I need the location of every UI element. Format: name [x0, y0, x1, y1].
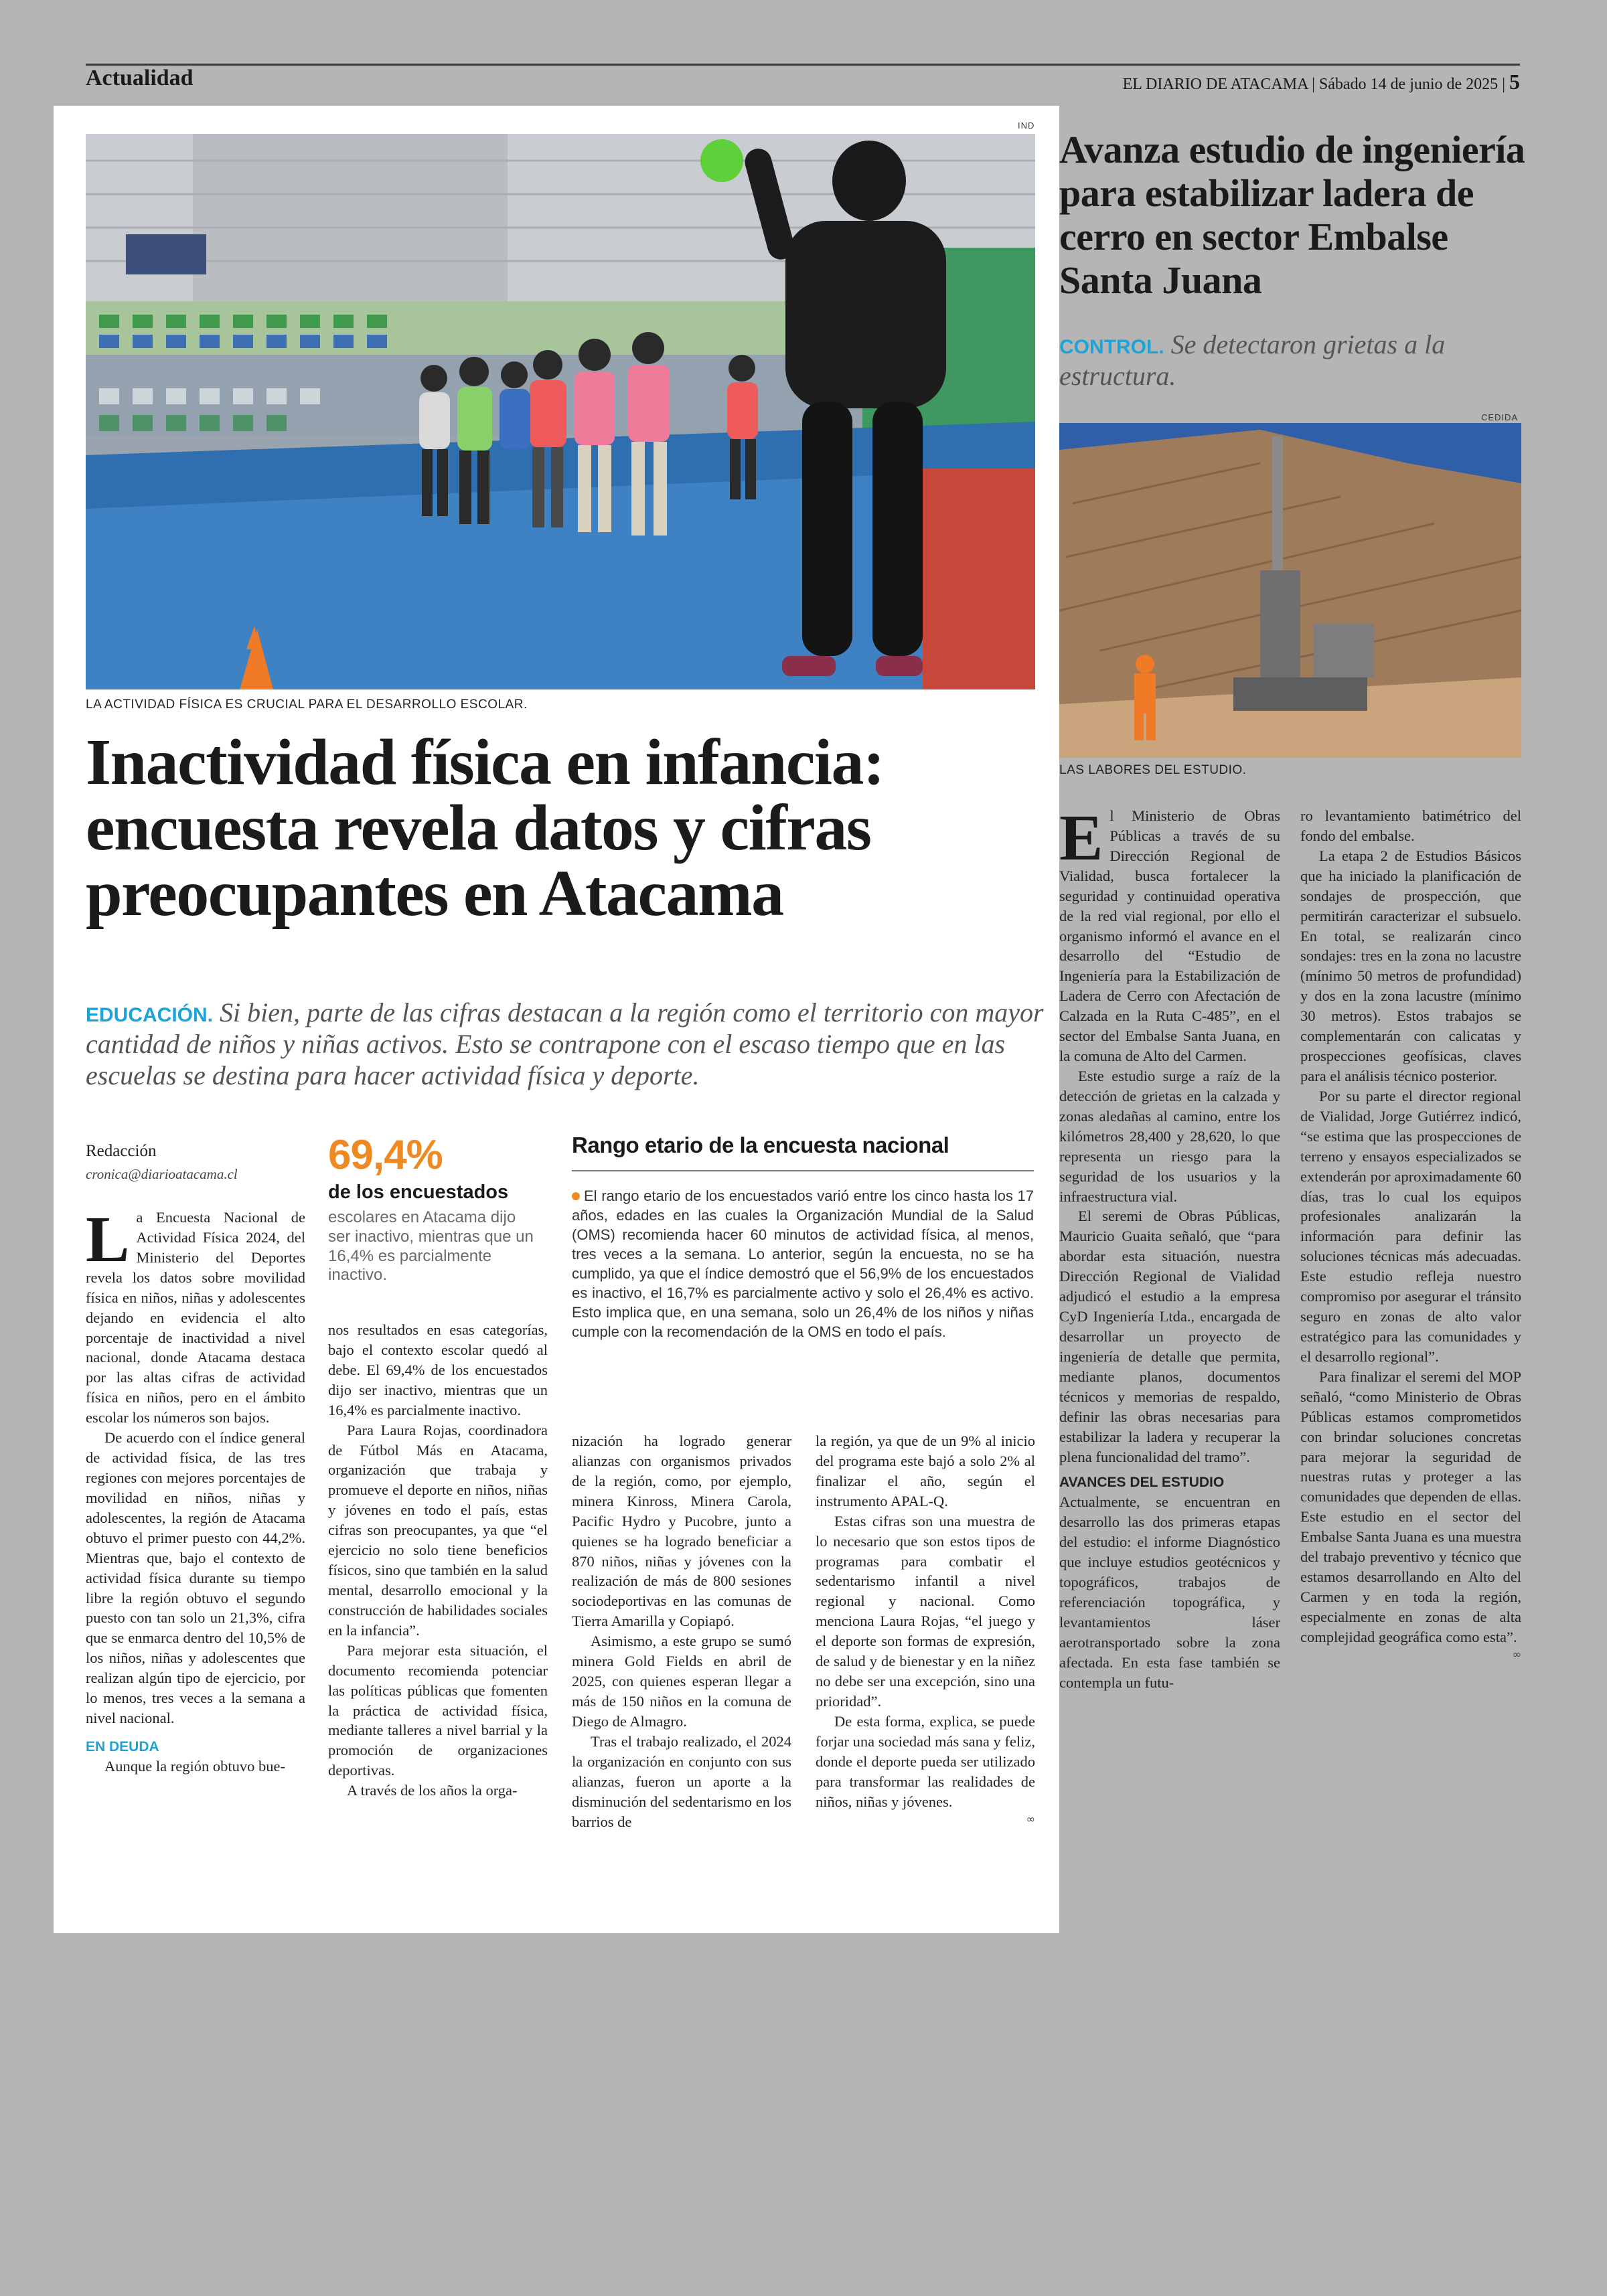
page-folio: EL DIARIO DE ATACAMA | Sábado 14 de junio de 2025 | 5	[1122, 70, 1520, 94]
paragraph: ro levantamiento batimétrico del fondo del embalse.	[1300, 807, 1521, 844]
stat-description: escolares en Atacama dijo ser inactivo, mientras que un 16,4% es parcialmente inactivo.	[328, 1208, 534, 1285]
side-lead	[1059, 329, 1528, 392]
paragraph: l Ministerio de Obras Públicas a través de su Dirección Regional de Vialidad, busca fortalecer la seguridad y continuidad operativa de la red vial regional, por ello el organismo informó el avance en el desarrollo del “Estudio de Ingeniería para la Estabilización de Ladera de Cerro con Afectación de Calzada en la Ruta C-485”, en el sector del Embalse Santa Juana, en la comuna de Alto del Carmen.	[1059, 807, 1280, 1065]
section-name: Actualidad	[86, 66, 194, 90]
byline: Redacción	[86, 1142, 157, 1160]
header-rule	[86, 64, 1520, 66]
main-headline: Inactividad física en infancia: encuesta revela datos y cifras preocupantes en Atacama	[86, 726, 885, 930]
paragraph: a Encuesta Nacional de Actividad Física 2024, del Ministerio del Deportes revela los datos sobre movilidad física en niños, niñas y adolescentes dejando en evidencia el alto porcentaje de inactividad a nivel nacional, donde Atacama destaca por las altas cifras de actividad física en niños, pero en el ámbito escolar los números son bajos.	[86, 1209, 305, 1426]
paragraph: nización ha logrado generar alianzas con organismos privados de la región, como, por ejemplo, minera Kinross, Minera Carola, Pacific Hydro y Pucobre, junto a quienes se ha logrado beneficiar a 870 niños, niñas y jóvenes con la realización de más de 800 sesiones sociodeportivas en las comunas de Tierra Amarilla y Copiapó.	[572, 1432, 791, 1630]
paragraph: Actualmente, se encuentran en desarrollo las dos primeras etapas del estudio: el informe Diagnóstico que incluye estudios geotécnicos y topográficos, trabajos de referenciación topográfica, y levantamientos láser aerotransportado sobre la zona afectada. En esta fase también se contempla un futu-	[1059, 1493, 1280, 1691]
side-lead-text: Se detectaron grietas a la estructura.	[1059, 329, 1446, 391]
paragraph: Estas cifras son una muestra de lo necesario que son estos tipos de programas para combatir el sedentarismo infantil a nivel regional y nacional. Como menciona Laura Rojas, “el juego y el deporte son formas de expresión, de salud y de bienestar y en la niñez no debe ser una excepción, sino una prioridad”.	[816, 1512, 1035, 1710]
paragraph: Aunque la región obtuvo bue-	[104, 1757, 285, 1775]
paragraph: la región, ya que de un 9% al inicio del programa este bajó a solo 2% al finalizar el año, según el instrumento APAL-Q.	[816, 1432, 1035, 1509]
end-mark-icon: ∞	[1026, 1812, 1035, 1825]
drop-cap: E	[1059, 802, 1103, 874]
side-kicker: CONTROL.	[1059, 336, 1164, 358]
bullet-dot	[572, 1192, 580, 1200]
main-column-1	[86, 1204, 305, 1777]
paragraph: Para Laura Rojas, coordinadora de Fútbol Más en Atacama, organización que trabaja y promueve el deporte en niños, niñas y jóvenes en todo el país, estas cifras son preocupantes, ya que “el ejercicio no solo tiene beneficios físicos, sino que también en la salud mental, desarrollo emocional y la construcción de habilidades sociales en la infancia”.	[328, 1421, 548, 1639]
drop-cap: L	[86, 1204, 130, 1276]
side-photo	[1059, 423, 1521, 758]
side-column-1	[1059, 802, 1280, 1693]
box-rule	[572, 1170, 1034, 1171]
end-mark-icon: ∞	[1512, 1647, 1521, 1661]
drilling-site-illustration	[1059, 423, 1521, 758]
main-column-2	[328, 1320, 548, 1801]
page-number: 5	[1509, 70, 1520, 94]
subheading: AVANCES DEL ESTUDIO	[1059, 1475, 1225, 1491]
subheading: EN DEUDA	[86, 1738, 159, 1754]
main-kicker: EDUCACIÓN.	[86, 1004, 214, 1026]
main-photo-caption: LA ACTIVIDAD FÍSICA ES CRUCIAL PARA EL DESARROLLO ESCOLAR.	[86, 698, 528, 712]
paragraph: El seremi de Obras Públicas, Mauricio Guaita señaló, que “para abordar esta situación, nuestra Dirección Regional de Vialidad adjudicó el estudio a la empresa CyD Ingeniería Ltda., encargada de desarrollar un proyecto de ingeniería de detalle que permita, mediante planos, documentos técnicos y memorias de respaldo, definir las obras necesarias para estabilizar la ladera y recuperar la plena funcionalidad del tramo”.	[1059, 1208, 1280, 1465]
paragraph: Asimismo, a este grupo se sumó minera Gold Fields en abril de 2025, con quienes esperan llegar a más de 150 niños en la comuna de Diego de Almagro.	[572, 1633, 791, 1730]
paragraph: A través de los años la orga-	[347, 1782, 518, 1799]
main-photo-credit: IND	[1018, 120, 1035, 131]
box-title: Rango etario de la encuesta nacional	[572, 1133, 949, 1157]
side-photo-caption: LAS LABORES DEL ESTUDIO.	[1059, 763, 1247, 777]
paragraph: Para finalizar el seremi del MOP señaló, “como Ministerio de Obras Públicas estamos comprometidos con brindar soluciones concretas para mejorar la seguridad de nuestras rutas y proteger a las comunidades que dependen de ellas. Este estudio en el sector del Embalse Santa Juana es una muestra del trabajo preventivo y técnico que estamos desarrollando en Alto del Carmen y en toda la región, especialmente en zonas de alta complejidad geográfica como esta”.	[1300, 1368, 1521, 1645]
main-lead	[86, 997, 1050, 1091]
paragraph: nos resultados en esas categorías, bajo el contexto escolar quedó al debe. El 69,4% de los encuestados dijo ser inactivo, mientras que un 16,4% es parcialmente inactivo.	[328, 1321, 548, 1418]
stat-label: de los encuestados	[328, 1181, 509, 1203]
box-body: El rango etario de los encuestados varió entre los cinco hasta los 17 años, edades en las cuales la Organización Mundial de la Salud (OMS) recomienda hacer 60 minutos de actividad física, al menos, tres veces a la semana. Lo anterior, según la encuesta, no se ha cumplido, ya que el índice demostró que el 56,9% de los encuestados es inactivo, el 16,7% es parcialmente activo y solo el 26,4% es activo. Esto implica que, en una semana, solo un 26,4% de los niños y niñas cumple con la recomendación de la OMS en todo el país.	[572, 1187, 1034, 1341]
side-photo-credit: CEDIDA	[1481, 412, 1519, 422]
paragraph: Para mejorar esta situación, el documento recomienda potenciar las políticas públicas que fomenten la práctica de actividad física, mediante talleres a nivel barrial y la promoción de organizaciones deportivas.	[328, 1641, 548, 1779]
side-headline: Avanza estudio de ingeniería para estabilizar ladera de cerro en sector Embalse Santa Juana	[1059, 128, 1525, 302]
paragraph: De acuerdo con el índice general de actividad física, de las tres regiones con mejores porcentajes de movilidad en niños, niñas y adolescentes, la región de Atacama obtuvo el primer puesto con 44,2%. Mientras que, bajo el contexto de actividad física durante su tiempo libre la región obtuvo el segundo puesto con tan solo un 21,3%, cifra que se enmarca dentro del 10,5% de los niños, niñas y adolescentes que realizan algún tipo de ejercicio, por lo menos, tres veces a la semana a nivel nacional.	[86, 1429, 305, 1727]
author-email: cronica@diarioatacama.cl	[86, 1166, 238, 1182]
stat-number: 69,4%	[328, 1132, 443, 1178]
paragraph: Este estudio surge a raíz de la detección de grietas en la calzada y zonas aledañas al camino, entre los kilómetros 28,400 y 28,620, lo que representa un riesgo para la seguridad de los usuarios y la infraestructura vial.	[1059, 1067, 1280, 1205]
main-lead-text: Si bien, parte de las cifras destacan a la región como el territorio con mayor cantidad de niños y niñas activos. Esto se contrapone con el escaso tiempo que en las escuelas se destina para hacer actividad física y deporte.	[86, 997, 1044, 1090]
paragraph: La etapa 2 de Estudios Básicos que ha iniciado la planificación de sondajes de prospección, que permitirán caracterizar el subsuelo. En total, se realizarán cinco sondajes: tres en la zona no lacustre (mínimo 50 metros de profundidad) y dos en la zona lacustre (mínimo 30 metros). Estos trabajos se complementarán con calicatas y prospecciones geofísicas, claves para el análisis técnico posterior.	[1300, 847, 1521, 1084]
paragraph: Tras el trabajo realizado, el 2024 la organización en conjunto con sus alianzas, fueron un aporte a la disminución del sedentarismo en los barrios de	[572, 1732, 791, 1830]
paragraph: De esta forma, explica, se puede forjar una sociedad más sana y feliz, donde el deporte pueda ser utilizado para transformar las realidades de niños, niñas y jóvenes.	[816, 1712, 1035, 1810]
main-column-4	[816, 1431, 1035, 1826]
gym-scene-illustration	[86, 134, 1035, 689]
newspaper-name: EL DIARIO DE ATACAMA	[1122, 76, 1308, 93]
box-text	[572, 1186, 1034, 1341]
side-column-2	[1300, 806, 1521, 1661]
publication-date: Sábado 14 de junio de 2025	[1318, 76, 1499, 93]
paragraph: Por su parte el director regional de Vialidad, Jorge Gutiérrez indicó, “se estima que las prospecciones de terreno y ensayos especializados se extenderán por aproximadamente 60 días, tras lo cual los equipos profesionales analizarán la información para definir las soluciones técnicas más adecuadas. Este estudio refleja nuestro compromiso por asegurar el tránsito seguro en zonas de alto valor estratégico para las comunidades y el desarrollo regional”.	[1300, 1087, 1521, 1365]
main-photo	[86, 134, 1035, 689]
main-column-3	[572, 1431, 791, 1831]
